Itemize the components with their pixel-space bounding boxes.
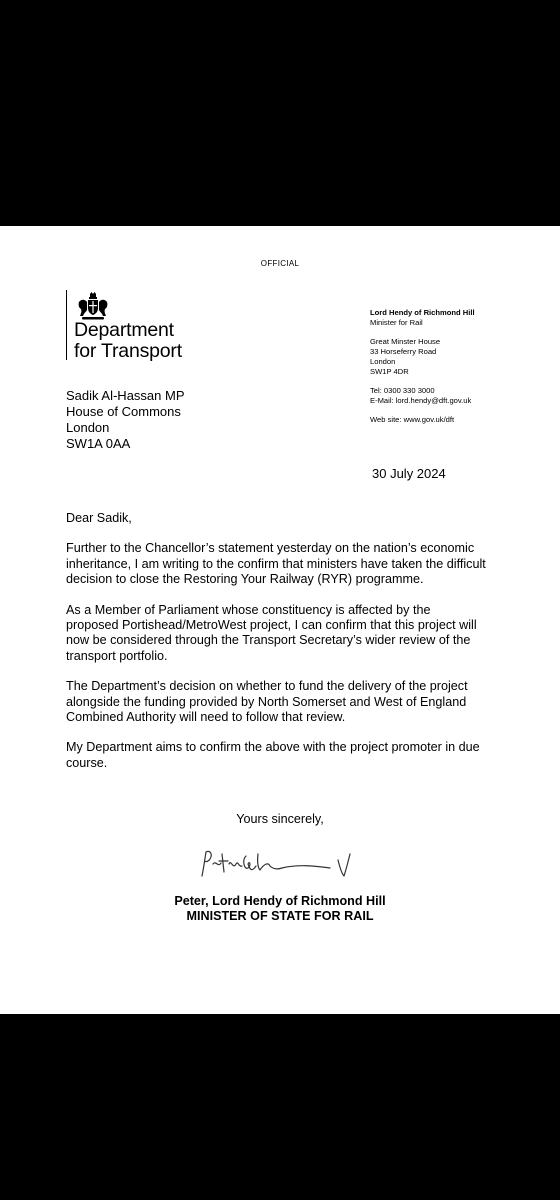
classification-label: OFFICIAL <box>260 259 300 268</box>
letter-body <box>66 511 486 786</box>
recipient-address <box>66 388 185 452</box>
sender-address-line: 33 Horseferry Road <box>370 347 437 356</box>
sender-role: Minister for Rail <box>370 318 423 327</box>
recipient-line: House of Commons <box>66 404 181 419</box>
sender-address-line: London <box>370 357 396 366</box>
logo-wordmark <box>74 320 182 362</box>
sender-address-line: Great Minster House <box>370 337 441 346</box>
logo-line-2: for Transport <box>74 340 182 362</box>
sender-email: E-Mail: lord.hendy@dft.gov.uk <box>370 396 472 405</box>
salutation: Dear Sadik, <box>66 511 132 525</box>
body-paragraph: As a Member of Parliament whose constituency is affected by the proposed Portishead/MetroWest project, I can confirm that this project will now be considered through the Transport Secretary’s wider review of the transport portfolio. <box>66 602 477 663</box>
letter-page <box>0 226 560 1014</box>
sender-website: Web site: www.gov.uk/dft <box>370 415 455 424</box>
letter-date: 30 July 2024 <box>372 466 446 481</box>
recipient-line: Sadik Al-Hassan MP <box>66 388 185 403</box>
sender-tel: Tel: 0300 330 3000 <box>370 386 435 395</box>
sender-block <box>370 308 560 425</box>
body-paragraph: My Department aims to confirm the above with the project promoter in due course. <box>66 740 480 770</box>
sender-name: Lord Hendy of Richmond Hill <box>370 308 475 317</box>
body-paragraph: The Department’s decision on whether to fund the delivery of the project alongside the funding provided by North Somerset and West of England Combined Authority will need to follow that review. <box>66 679 468 725</box>
signatory-title: MINISTER OF STATE FOR RAIL <box>186 909 374 924</box>
recipient-line: London <box>66 420 110 435</box>
signatory-name: Peter, Lord Hendy of Richmond Hill <box>174 894 386 908</box>
handwritten-signature <box>198 846 358 880</box>
royal-crest-icon <box>76 292 110 322</box>
signatory-block <box>0 894 560 925</box>
closing: Yours sincerely, <box>236 812 324 826</box>
recipient-line: SW1A 0AA <box>66 436 131 451</box>
sender-address-line: SW1P 4DR <box>370 367 409 376</box>
logo-line-1: Department <box>74 319 174 341</box>
body-paragraph: Further to the Chancellor’s statement yesterday on the nation’s economic inheritance, I am writing to the confirm that ministers have taken the difficult decision to close the Restoring Your Railway (RYR) programme. <box>66 541 486 587</box>
logo-rule <box>66 290 67 360</box>
